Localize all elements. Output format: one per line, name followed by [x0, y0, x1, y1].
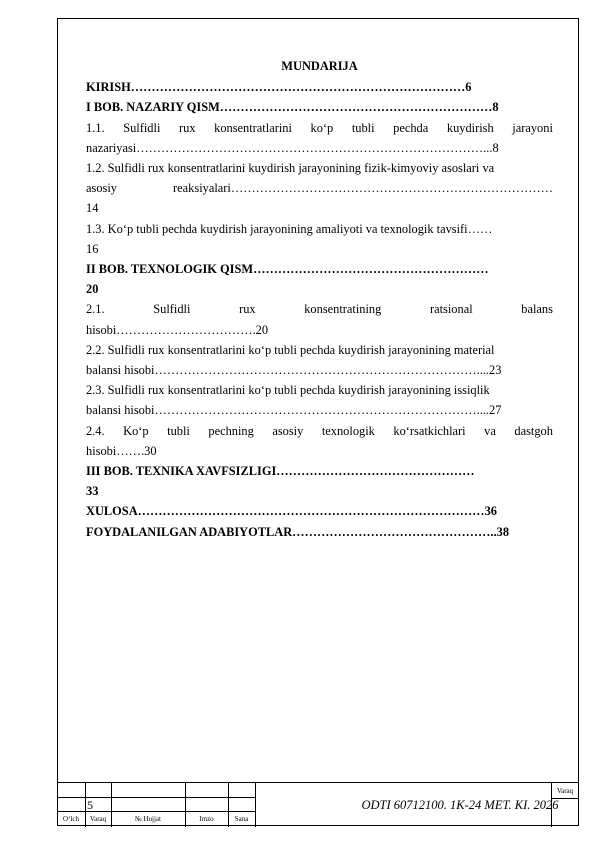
- toc-item-2-4-cont: hisobi…….30: [86, 443, 157, 458]
- word: reaksiyalari……………………………………………………………………: [173, 181, 553, 196]
- toc-adabiyotlar: FOYDALANILGAN ADABIYOTLAR…………………………………………..38: [86, 524, 510, 539]
- word: ko‘p: [310, 120, 334, 135]
- toc-chapter-2-page: 20: [86, 282, 99, 297]
- table-of-contents: [86, 56, 553, 542]
- col-olch-label: O‘lch: [63, 815, 79, 823]
- toc-item-2-1: [86, 299, 553, 319]
- toc-chapter-1: I BOB. NAZARIY QISM…………………………………………………………8: [86, 100, 499, 115]
- toc-item-1-2-cont: [86, 178, 553, 198]
- word: ratsional: [429, 302, 473, 317]
- word: Ko‘p: [123, 423, 149, 438]
- toc-item-2-2: 2.2. Sulfidli rux konsentratlarini ko‘p tubli pechda kuydirish jarayonining material: [86, 342, 495, 357]
- word: tubli: [167, 423, 190, 438]
- col-sana-label: Sana: [234, 815, 249, 823]
- toc-item-1-1: [86, 118, 553, 138]
- toc-item-1-1-cont: nazariyasi…………………………………………………………………………...8: [86, 140, 499, 155]
- word: 2.1.: [86, 302, 105, 317]
- word: pechda: [393, 120, 429, 135]
- word: konsentratlarini: [214, 120, 292, 135]
- toc-chapter-3-page: 33: [86, 484, 99, 499]
- toc-item-2-3: 2.3. Sulfidli rux konsentratlarini ko‘p tubli pechda kuydirish jarayonining issiqlik: [86, 383, 490, 398]
- word: rux: [179, 120, 196, 135]
- word: kuydirish: [446, 120, 494, 135]
- word: 2.4.: [86, 423, 105, 438]
- toc-item-2-2-cont: balansi hisobi……………………………………………………………………....23: [86, 363, 502, 378]
- word: konsentratining: [304, 302, 382, 317]
- word: texnologik: [321, 423, 375, 438]
- word: jarayoni: [512, 120, 553, 135]
- toc-kirish: KIRISH………………………………………………………………………6: [86, 80, 472, 95]
- word: balans: [521, 302, 553, 317]
- col-imzo-label: Imzo: [199, 815, 214, 823]
- page-number: 5: [87, 798, 93, 812]
- toc-item-2-1-cont: hisobi…………………………….20: [86, 322, 269, 337]
- toc-item-2-3-cont: balansi hisobi……………………………………………………………………....27: [86, 403, 502, 418]
- word: asosiy: [86, 181, 117, 196]
- varaq-label: Varaq: [551, 783, 579, 799]
- word: Sulfidli: [123, 120, 161, 135]
- word: ko‘rsatkichlari: [393, 423, 466, 438]
- page-title: MUNDARIJA: [281, 59, 358, 73]
- word: 1.1.: [86, 120, 105, 135]
- toc-item-1-3-page: 16: [86, 241, 99, 256]
- document-code: ODTI 60712100. 1K-24 MET. KI. 2026: [361, 797, 559, 812]
- word: dastgoh: [514, 423, 553, 438]
- toc-item-1-2: 1.2. Sulfidli rux konsentratlarini kuydirish jarayonining fizik-kimyoviy asoslari va: [86, 161, 495, 176]
- col-hujjat-label: № Hujjat: [135, 815, 161, 823]
- word: va: [484, 423, 496, 438]
- stamp-divider: [255, 783, 256, 827]
- toc-chapter-3: III BOB. TEXNIKA XAVFSIZLIGI…………………………………………: [86, 464, 475, 479]
- word: Sulfidli: [153, 302, 191, 317]
- word: rux: [239, 302, 256, 317]
- col-varaq-label: Varaq: [89, 815, 107, 823]
- toc-chapter-2: II BOB. TEXNOLOGIK QISM…………………………………………………: [86, 262, 489, 277]
- title-block: [57, 782, 579, 826]
- toc-item-2-4: [86, 421, 553, 441]
- word: pechning: [208, 423, 254, 438]
- word: tubli: [351, 120, 375, 135]
- toc-xulosa: XULOSA…………………………………………………………………………36: [86, 504, 497, 519]
- word: asosiy: [272, 423, 304, 438]
- toc-item-1-2-page: 14: [86, 201, 99, 216]
- toc-item-1-3: 1.3. Ko‘p tubli pechda kuydirish jarayonining amaliyoti va texnologik tavsifi……: [86, 221, 493, 236]
